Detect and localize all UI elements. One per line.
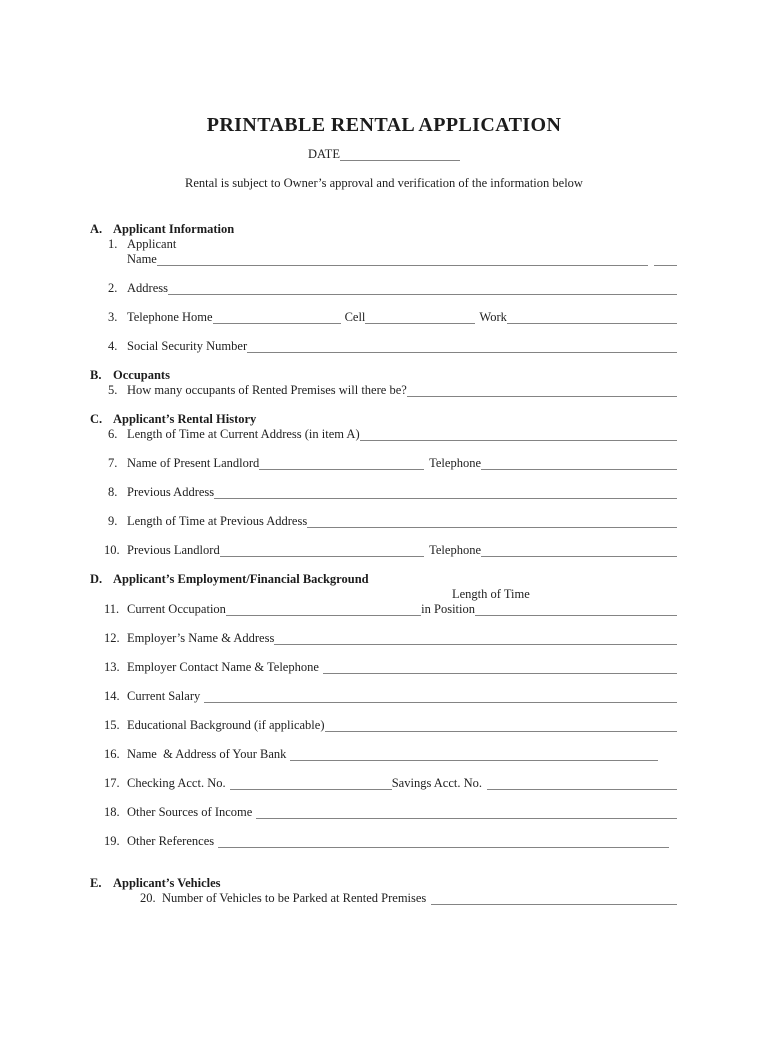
item-number: 11. <box>104 602 120 616</box>
address-line <box>168 281 677 295</box>
section-title: Applicant Information <box>113 222 235 236</box>
item-19 <box>90 834 677 849</box>
employer-contact-line <box>323 660 677 674</box>
form-subtitle: Rental is subject to Owner’s approval and verification of the information below <box>185 176 583 190</box>
item-label: Previous Address <box>127 485 215 499</box>
item-label: Checking Acct. No. <box>127 776 226 790</box>
length-of-time-overlabel <box>90 587 677 602</box>
checking-acct-line <box>230 776 392 790</box>
telephone-label: Telephone <box>429 456 481 470</box>
item-number: 10. <box>104 543 120 557</box>
previous-address-duration-line <box>307 514 677 528</box>
item-overlabel: Length of Time <box>452 587 530 601</box>
item-number: 16. <box>104 747 120 761</box>
savings-acct-line <box>487 776 677 790</box>
employer-name-address-line <box>274 631 677 645</box>
item-label: Social Security Number <box>127 339 248 353</box>
indent-spacer <box>90 252 127 267</box>
in-position-label: in Position <box>421 602 475 616</box>
item-number: 2. <box>108 281 118 295</box>
item-label: Name of Present Landlord <box>127 456 260 470</box>
item-number: 5. <box>108 383 118 397</box>
item-label: Name & Address of Your Bank <box>127 747 287 761</box>
section-c-heading <box>90 412 677 427</box>
section-letter: B. <box>90 368 102 382</box>
item-13 <box>90 660 677 675</box>
item-number: 6. <box>108 427 118 441</box>
section-a-heading <box>90 222 677 237</box>
item-number: 9. <box>108 514 118 528</box>
item-4 <box>90 339 677 354</box>
item-label: Length of Time at Previous Address <box>127 514 308 528</box>
item-2 <box>90 281 677 296</box>
phone-work-line <box>507 310 677 324</box>
item-label: Number of Vehicles to be Parked at Rented Premises <box>162 891 427 905</box>
item-number: 12. <box>104 631 120 645</box>
telephone-label: Telephone <box>429 543 481 557</box>
item-label: Other References <box>127 834 215 848</box>
item-18 <box>90 805 677 820</box>
section-b-heading <box>90 368 677 383</box>
item-15 <box>90 718 677 733</box>
previous-landlord-line <box>220 543 424 557</box>
item-3 <box>90 310 677 325</box>
current-occupation-line <box>226 602 421 616</box>
item-sublabel: Name <box>127 252 157 266</box>
item-6 <box>90 427 677 442</box>
item-number: 1. <box>108 237 118 251</box>
item-number: 7. <box>108 456 118 470</box>
vehicles-count-line <box>431 891 677 905</box>
applicant-name-line-end <box>654 252 677 266</box>
item-14 <box>90 689 677 704</box>
item-number: 8. <box>108 485 118 499</box>
cell-label: Cell <box>344 310 366 324</box>
item-label: How many occupants of Rented Premises will there be? <box>127 383 407 397</box>
item-label: Employer’s Name & Address <box>127 631 275 645</box>
date-fill-line <box>340 147 460 161</box>
item-number: 20. <box>140 891 156 905</box>
item-label: Current Occupation <box>127 602 226 616</box>
item-number: 3. <box>108 310 118 324</box>
item-1 <box>90 237 677 252</box>
applicant-name-line <box>157 252 648 266</box>
section-title: Applicant’s Rental History <box>113 412 257 426</box>
item-label: Telephone Home <box>127 310 213 324</box>
savings-acct-label: Savings Acct. No. <box>391 776 482 790</box>
item-label: Applicant <box>127 237 177 251</box>
current-salary-line <box>204 689 677 703</box>
other-references-line <box>218 834 669 848</box>
ssn-line <box>247 339 677 353</box>
date-label: DATE <box>308 147 340 161</box>
item-label: Current Salary <box>127 689 201 703</box>
occupants-count-line <box>407 383 677 397</box>
item-10 <box>90 543 677 558</box>
phone-cell-line <box>365 310 475 324</box>
item-label: Length of Time at Current Address (in item A) <box>127 427 360 441</box>
form-body <box>90 222 677 906</box>
item-8 <box>90 485 677 500</box>
work-label: Work <box>479 310 507 324</box>
item-7 <box>90 456 677 471</box>
date-row <box>0 147 768 162</box>
item-label: Address <box>127 281 168 295</box>
item-5 <box>90 383 677 398</box>
item-16 <box>90 747 677 762</box>
item-number: 18. <box>104 805 120 819</box>
item-number: 17. <box>104 776 120 790</box>
item-1-name-line <box>90 252 677 267</box>
section-title: Occupants <box>113 368 170 382</box>
item-label: Other Sources of Income <box>127 805 253 819</box>
item-label: Previous Landlord <box>127 543 220 557</box>
present-landlord-phone-line <box>481 456 677 470</box>
position-duration-line <box>475 602 677 616</box>
previous-landlord-phone-line <box>481 543 677 557</box>
item-label: Educational Background (if applicable) <box>127 718 325 732</box>
bank-name-address-line <box>290 747 658 761</box>
item-number: 14. <box>104 689 120 703</box>
item-12 <box>90 631 677 646</box>
item-number: 13. <box>104 660 120 674</box>
item-17 <box>90 776 677 791</box>
present-landlord-line <box>259 456 424 470</box>
phone-home-line <box>213 310 341 324</box>
item-number: 19. <box>104 834 120 848</box>
section-d-heading <box>90 572 677 587</box>
education-line <box>325 718 678 732</box>
section-title: Applicant’s Vehicles <box>113 876 221 890</box>
section-letter: A. <box>90 222 103 236</box>
section-letter: D. <box>90 572 103 586</box>
item-label: Employer Contact Name & Telephone <box>127 660 319 674</box>
item-11 <box>90 602 677 617</box>
item-20 <box>90 891 677 906</box>
section-e-heading <box>90 876 677 891</box>
form-title: PRINTABLE RENTAL APPLICATION <box>206 114 562 136</box>
section-letter: C. <box>90 412 103 426</box>
item-number: 15. <box>104 718 120 732</box>
item-number: 4. <box>108 339 118 353</box>
section-title: Applicant’s Employment/Financial Background <box>113 572 369 586</box>
section-letter: E. <box>90 876 102 890</box>
previous-address-line <box>214 485 677 499</box>
current-address-duration-line <box>360 427 677 441</box>
item-9 <box>90 514 677 529</box>
other-income-line <box>256 805 677 819</box>
